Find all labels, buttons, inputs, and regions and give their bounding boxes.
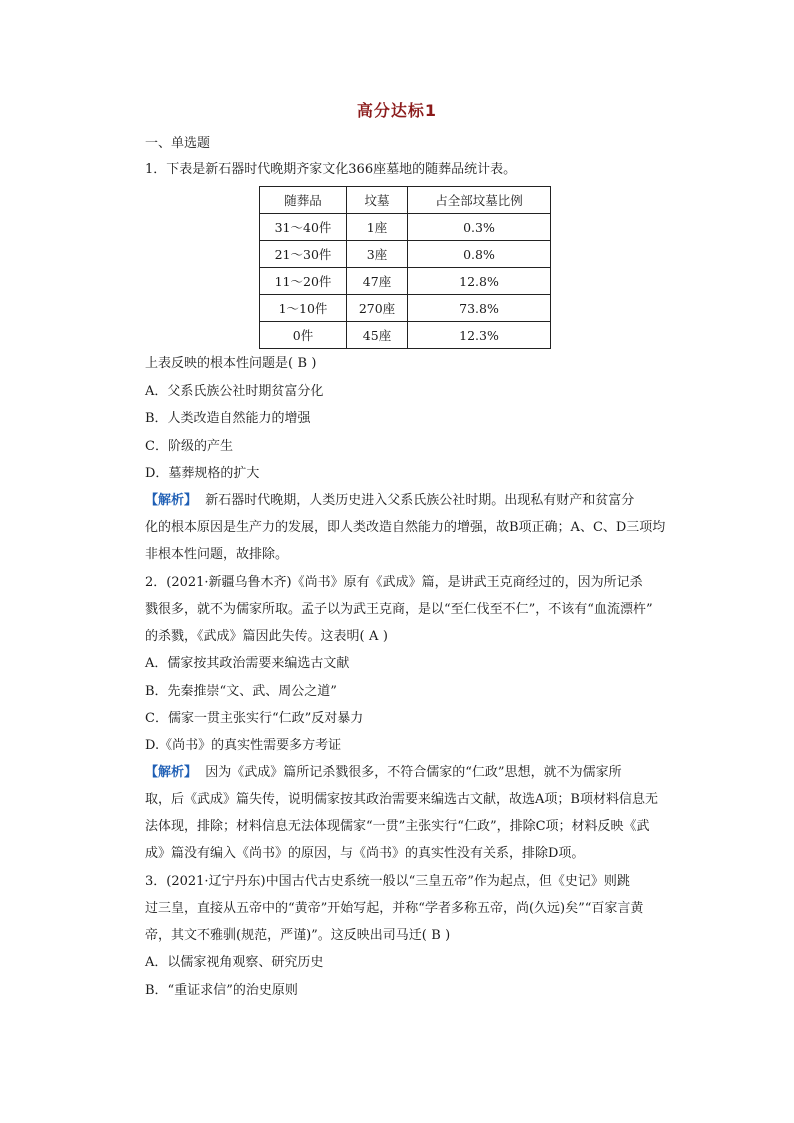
q3-option-b: B．“重证求信”的治史原则 [145, 983, 298, 998]
table-cell: 1座 [347, 214, 408, 241]
q1-option-b: B．人类改造自然能力的增强 [145, 411, 311, 426]
q2-option-c: C．儒家一贯主张实行“仁政”反对暴力 [145, 711, 364, 726]
analysis-tag: 【解析】 [145, 765, 198, 780]
table-row [260, 214, 551, 241]
table-header-row [260, 187, 551, 214]
q2-stem-line: 2．(2021·新疆乌鲁木齐)《尚书》原有《武成》篇，是讲武王克商经过的，因为所记杀 [145, 575, 643, 590]
q1-analysis-line: 化的根本原因是生产力的发展，即人类改造自然能力的增强，故B项正确；A、C、D三项均 [145, 520, 666, 535]
q2-stem-line: 戮很多，就不为儒家所取。孟子以为武王克商，是以“至仁伐至不仁”，不该有“血流漂杵” [145, 602, 653, 617]
q3-stem-text: 帝，其文不雅驯(规范，严谨)”。这反映出司马迁( [145, 928, 427, 943]
q1-stem: 1．下表是新石器时代晚期齐家文化366座墓地的随葬品统计表。 [145, 162, 517, 177]
q3-stem-line: 3．(2021·辽宁丹东)中国古代古史系统一般以“三皇五帝”作为起点，但《史记》则跳 [145, 874, 630, 889]
section-heading: 一、单选题 [145, 136, 211, 151]
q2-question-close: ) [382, 629, 388, 644]
table-header-cell: 随葬品 [260, 187, 347, 214]
q1-question-close: ) [311, 356, 317, 371]
table-row [260, 295, 551, 322]
table-cell: 1～10件 [260, 295, 347, 322]
table-cell: 0.3% [408, 214, 551, 241]
table-cell: 45座 [347, 322, 408, 349]
q1-answer: B [297, 356, 307, 371]
table-cell: 12.8% [408, 268, 551, 295]
q1-option-d: D．墓葬规格的扩大 [145, 466, 260, 481]
q2-option-a: A．儒家按其政治需要来编选古文献 [145, 656, 350, 671]
q2-analysis-text: 因为《武成》篇所记杀戮很多，不符合儒家的“仁政”思想，就不为儒家所 [205, 765, 622, 780]
q1-analysis-line: 非根本性问题，故排除。 [145, 547, 289, 562]
q1-analysis-text: 新石器时代晚期，人类历史进入父系氏族公社时期。出现私有财产和贫富分 [205, 493, 635, 508]
q2-stem-text: 的杀戮，《武成》篇因此失传。这表明( [145, 629, 365, 644]
table-cell: 47座 [347, 268, 408, 295]
q1-question-text: 上表反映的根本性问题是( [145, 356, 294, 371]
q1-option-a: A．父系氏族公社时期贫富分化 [145, 384, 324, 399]
q2-option-d: D.《尚书》的真实性需要多方考证 [145, 738, 342, 753]
q1-option-c: C．阶级的产生 [145, 439, 233, 454]
q2-analysis-line: 取，后《武成》篇失传，说明儒家按其政治需要来编选古文献，故选A项；B项材料信息无 [145, 792, 658, 807]
table-row [260, 268, 551, 295]
page-title: 高分达标1 [356, 101, 438, 120]
q3-question-close: ) [445, 928, 451, 943]
q2-analysis-line [145, 764, 622, 782]
q1-question [145, 355, 316, 373]
table-cell: 3座 [347, 241, 408, 268]
table-cell: 11～20件 [260, 268, 347, 295]
burial-goods-table [259, 186, 551, 349]
table-cell: 270座 [347, 295, 408, 322]
q3-option-a: A．以儒家视角观察、研究历史 [145, 955, 324, 970]
q3-answer: B [431, 928, 441, 943]
table-cell: 12.3% [408, 322, 551, 349]
table-cell: 31～40件 [260, 214, 347, 241]
table-header-cell: 占全部坟墓比例 [408, 187, 551, 214]
table-row [260, 241, 551, 268]
table-cell: 0件 [260, 322, 347, 349]
q2-answer: A [369, 629, 379, 644]
table-row [260, 322, 551, 349]
q2-option-b: B．先秦推崇“文、武、周公之道” [145, 684, 337, 699]
q1-analysis-line [145, 492, 655, 510]
table-cell: 73.8% [408, 295, 551, 322]
q2-analysis-line: 法体现，排除；材料信息无法体现儒家“一贯”主张实行“仁政”，排除C项；材料反映《武 [145, 819, 650, 834]
table-cell: 0.8% [408, 241, 551, 268]
q2-analysis-line: 成》篇没有编入《尚书》的原因，与《尚书》的真实性没有关系，排除D项。 [145, 846, 585, 861]
q3-stem-line [145, 927, 450, 945]
analysis-tag: 【解析】 [145, 493, 198, 508]
table-header-cell: 坟墓 [347, 187, 408, 214]
q2-stem-line [145, 628, 388, 646]
q3-stem-line: 过三皇，直接从五帝中的“黄帝”开始写起，并称“学者多称五帝，尚(久远)矣”“百家言黄 [145, 901, 644, 916]
table-cell: 21～30件 [260, 241, 347, 268]
